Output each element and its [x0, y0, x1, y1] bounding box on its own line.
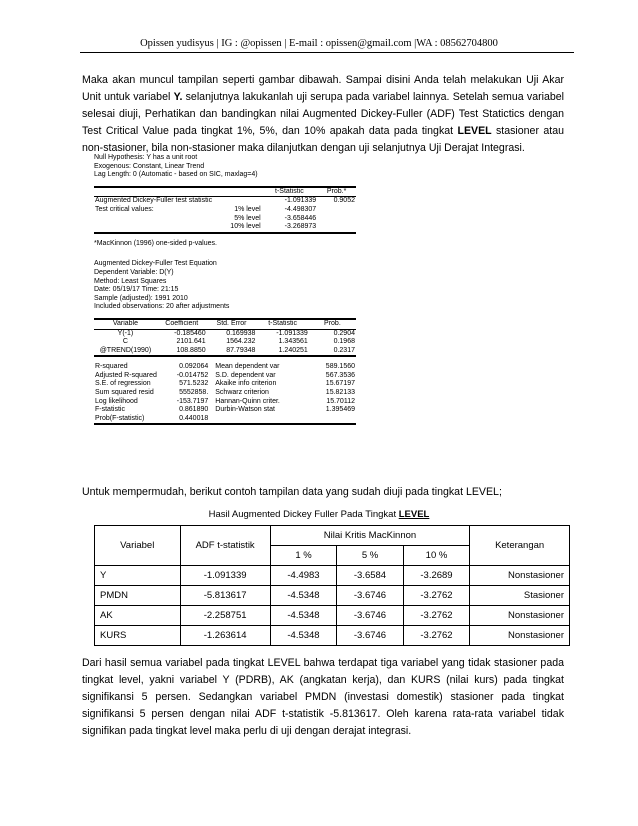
stat-cell: 15.70112 [326, 397, 355, 405]
table-row [95, 586, 570, 606]
coef-cell: Y(-1) [94, 329, 157, 338]
coef-cell: -1.091339 [256, 329, 308, 338]
coef-cell: 0.1968 [333, 338, 355, 346]
result-cell: -4.4983 [270, 566, 337, 586]
coef-cell: 0.2904 [309, 329, 356, 338]
stat-cell: Adjusted R-squared [95, 371, 157, 379]
table-row [94, 338, 356, 347]
crit-10-label: 10% level [204, 223, 262, 233]
coef-header-tstat: t-Statistic [256, 319, 308, 329]
mackinnon-note: *MacKinnon (1996) one-sided p-values. [94, 239, 217, 247]
coef-cell: 1.343561 [278, 338, 308, 346]
stat-cell: 571.5232 [179, 380, 209, 388]
result-cell: Nonstasioner [470, 606, 570, 626]
page-header: Opissen yudisyus | IG : @opissen | E-mail : opissen@gmail.com |WA : 08562704800 [140, 38, 498, 49]
adf-results-table [94, 525, 570, 646]
result-cell: -3.2762 [403, 606, 470, 626]
eviews-output [94, 154, 356, 425]
coef-cell: C [122, 338, 128, 346]
observations-line: Included observations: 20 after adjustments [94, 303, 230, 311]
sample-line: Sample (adjusted): 1991 2010 [94, 294, 188, 302]
stat-cell: S.E. of regression [95, 380, 151, 388]
result-cell: -3.6584 [337, 566, 404, 586]
crit-1-value: -4.498307 [284, 205, 317, 213]
stat-cell: F-statistic [95, 406, 125, 414]
caption-text: Hasil Augmented Dickey Fuller Pada Tingkat [208, 509, 399, 520]
lead-in-paragraph: Untuk mempermudah, berikut contoh tampilan data yang sudah diuji pada tingkat LEVEL; [82, 486, 502, 498]
header-10pct: 10 % [403, 546, 470, 566]
coefficient-table [94, 318, 356, 357]
stat-cell: Akaike info criterion [215, 380, 277, 388]
result-cell: -2.258751 [180, 606, 270, 626]
stat-cell: Log likelihood [95, 397, 138, 405]
coef-header-stderror: Std. Error [207, 319, 257, 329]
date-line: Date: 05/19/17 Time: 21:15 [94, 286, 179, 294]
header-1pct: 1 % [270, 546, 337, 566]
stat-cell: S.D. dependent var [215, 371, 276, 379]
stat-cell: 1.395469 [325, 406, 355, 414]
stat-cell: 589.1560 [325, 363, 355, 371]
coef-cell: 108.8850 [157, 347, 207, 357]
intro-paragraph [82, 72, 564, 157]
crit-10-value: -3.268973 [262, 223, 318, 233]
stat-cell: -153.7197 [176, 397, 209, 405]
coef-header-prob: Prob. [309, 319, 356, 329]
crit-5-value: -3.658446 [284, 214, 317, 222]
header-adf: ADF t-statistik [180, 526, 270, 566]
result-cell: Y [95, 566, 181, 586]
result-cell: -3.2689 [403, 566, 470, 586]
stat-cell: 15.67197 [325, 380, 355, 388]
stat-cell: R-squared [95, 363, 128, 371]
stat-cell: 15.82133 [325, 389, 355, 397]
result-cell: -4.5348 [270, 626, 337, 646]
stat-cell: Sum squared resid [95, 389, 154, 397]
stat-cell: -0.014752 [176, 371, 209, 379]
table-row [94, 372, 356, 381]
table-row [94, 347, 356, 357]
coef-header-variable: Variable [94, 319, 157, 329]
result-cell: -3.6746 [337, 606, 404, 626]
conclusion-paragraph: Dari hasil semua variabel pada tingkat LEVEL bahwa terdapat tiga variabel yang tidak stasioner pada tingkat level, yakni variabel Y (PDRB), AK (angkatan kerja), dan KURS (nilai kurs) pada tingkat signifikansi 5 persen. Sedangkan variabel PMDN (investasi domestik) stasioner pada tingkat signifikansi 5 persen dengan nilai ADF t-statistik -5.813617. Oleh karena rata-rata variabel tidak signifikan pada tingkat level maka perlu di uji dengan derajat integrasi. [82, 657, 564, 737]
result-cell: -4.5348 [270, 606, 337, 626]
coef-cell: 0.169938 [207, 329, 257, 338]
intro-bold-variable: Y. [173, 91, 183, 103]
equation-title: Augmented Dickey-Fuller Test Equation [94, 260, 217, 268]
intro-text-2: selanjutnya lakukanlah uji serupa pada variabel lainnya. Setelah semua variabel selesai diuji, Perhatikan dan bandingkan nilai Augmented Dickey-Fuller (ADF) Test Statictics dengan Test Critical Value pada tingkat 1%, 5%, dan 10% apakah data pada tingkat [82, 91, 564, 137]
caption-bold: LEVEL [398, 509, 430, 520]
stat-cell: Mean dependent var [215, 363, 280, 371]
stat-cell: Durbin-Watson stat [215, 406, 275, 414]
result-cell: -5.813617 [180, 586, 270, 606]
null-hypothesis: Null Hypothesis: Y has a unit root [94, 154, 198, 161]
stat-cell: Schwarz criterion [215, 389, 269, 397]
adf-t-value: -1.091339 [262, 197, 318, 206]
lag-length-line: Lag Length: 0 (Automatic - based on SIC, maxlag=4) [94, 171, 258, 179]
header-keterangan: Keterangan [470, 526, 570, 566]
result-cell: PMDN [95, 586, 181, 606]
header-critical: Nilai Kritis MacKinnon [270, 526, 470, 546]
table-row [94, 415, 356, 425]
stat-cell: Prob(F-statistic) [94, 415, 173, 425]
critical-values-label: Test critical values: [95, 205, 154, 213]
table-row [94, 398, 356, 407]
stat-cell: Hannan-Quinn criter. [215, 397, 280, 405]
result-cell: -3.6746 [337, 626, 404, 646]
result-cell: Nonstasioner [470, 626, 570, 646]
col-prob: Prob.* [317, 187, 356, 197]
adf-test-table [94, 186, 356, 234]
stat-cell: 0.861890 [179, 406, 209, 414]
coef-cell: @TREND(1990) [94, 347, 157, 357]
result-cell: Nonstasioner [470, 566, 570, 586]
result-cell: KURS [95, 626, 181, 646]
header-variabel: Variabel [95, 526, 181, 566]
regression-stats-table [94, 363, 356, 425]
table-row [94, 329, 356, 338]
coef-cell: 0.2317 [309, 347, 356, 357]
stat-cell: 0.092064 [179, 363, 209, 371]
coef-header-coefficient: Coefficient [157, 319, 207, 329]
stat-cell: 5552858. [179, 389, 209, 397]
result-cell: AK [95, 606, 181, 626]
coef-cell: 87.79348 [207, 347, 257, 357]
table-row [94, 363, 356, 372]
table-row [95, 626, 570, 646]
coef-cell: 2101.641 [176, 338, 206, 346]
intro-text-1: Maka akan muncul tampilan seperti gambar dibawah. Sampai disini Anda telah melakukan Uji Akar Unit untuk variabel [82, 74, 564, 103]
stat-cell: 0.440018 [173, 415, 210, 425]
table-row [94, 380, 356, 389]
crit-5-label: 5% level [234, 214, 261, 222]
result-cell: -4.5348 [270, 586, 337, 606]
table-caption [0, 509, 638, 520]
coef-cell: 1.240251 [256, 347, 308, 357]
adf-p-value: 0.9052 [317, 197, 356, 206]
intro-text-3: stasioner atau non-stasioner, bila non-stasioner maka dilanjutkan dengan uji selanjutnya Uji Derajat Integrasi. [82, 125, 564, 154]
dependent-variable: Dependent Variable: D(Y) [94, 268, 174, 276]
crit-1-label: 1% level [234, 205, 261, 213]
coef-cell: -0.185460 [157, 329, 207, 338]
table-row [95, 606, 570, 626]
table-row [94, 389, 356, 398]
intro-bold-level: LEVEL [457, 125, 492, 137]
header-divider [80, 52, 574, 53]
result-cell: Stasioner [470, 586, 570, 606]
result-cell: -3.2762 [403, 626, 470, 646]
table-row [95, 566, 570, 586]
table-row [94, 406, 356, 415]
adf-statistic-label: Augmented Dickey-Fuller test statistic [94, 197, 262, 206]
method-line: Method: Least Squares [94, 277, 167, 285]
col-t-statistic: t-Statistic [262, 187, 318, 197]
stat-cell: 567.3536 [325, 371, 355, 379]
result-cell: -3.2762 [403, 586, 470, 606]
result-cell: -1.091339 [180, 566, 270, 586]
result-cell: -1.263614 [180, 626, 270, 646]
coef-cell: 1564.232 [226, 338, 256, 346]
header-5pct: 5 % [337, 546, 404, 566]
exogenous-line: Exogenous: Constant, Linear Trend [94, 162, 205, 170]
result-cell: -3.6746 [337, 586, 404, 606]
